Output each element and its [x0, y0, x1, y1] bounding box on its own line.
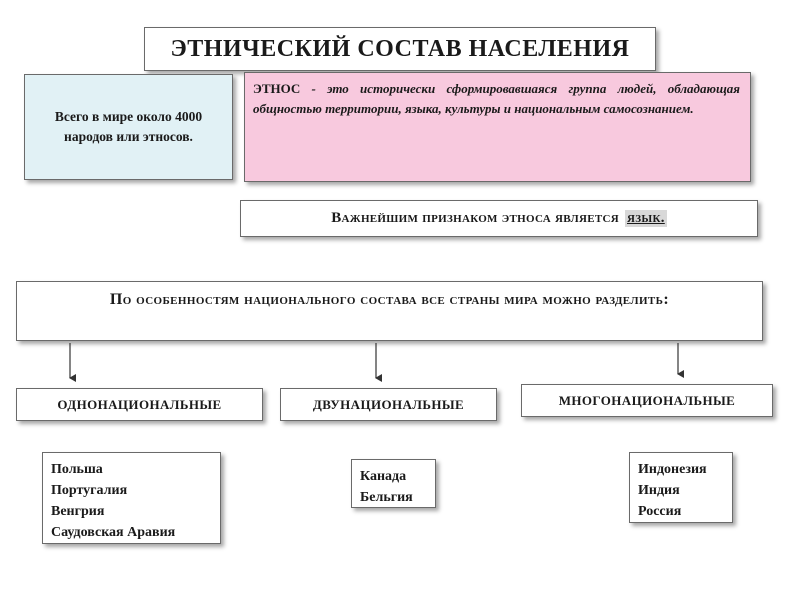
ethnos-definition: - это исторически сформировавшаяся группа людей, обладающая общностью территории, языка, культуры и национальным самосознанием.	[253, 81, 740, 116]
language-feature-text: Важнейшим признаком этноса является	[331, 210, 619, 226]
list-item: Индия	[638, 483, 680, 498]
list-item: Венгрия	[51, 504, 105, 519]
list-item: Бельгия	[360, 490, 413, 505]
country-list-binational	[351, 459, 436, 508]
country-list-multinational	[629, 452, 733, 523]
language-keyword: язык.	[627, 210, 665, 226]
division-statement: По особенностям национального состава все страны мира можно разделить:	[16, 281, 763, 341]
list-item: Канада	[360, 469, 407, 484]
country-list-mononational	[42, 452, 221, 544]
language-feature-box	[240, 200, 758, 237]
list-item: Индонезия	[638, 462, 707, 477]
ethnos-definition-box	[244, 72, 751, 182]
category-binational: ДВУНАЦИОНАЛЬНЫЕ	[280, 388, 497, 421]
list-item: Россия	[638, 504, 682, 519]
ethnos-count-note: Всего в мире около 4000 народов или этносов.	[24, 74, 233, 180]
list-item: Польша	[51, 462, 103, 477]
diagram-title: ЭТНИЧЕСКИЙ СОСТАВ НАСЕЛЕНИЯ	[144, 27, 656, 71]
list-item: Саудовская Аравия	[51, 525, 176, 540]
category-multinational: МНОГОНАЦИОНАЛЬНЫЕ	[521, 384, 773, 417]
category-mononational: ОДНОНАЦИОНАЛЬНЫЕ	[16, 388, 263, 421]
list-item: Португалия	[51, 483, 128, 498]
ethnos-term: ЭТНОС	[253, 81, 301, 96]
